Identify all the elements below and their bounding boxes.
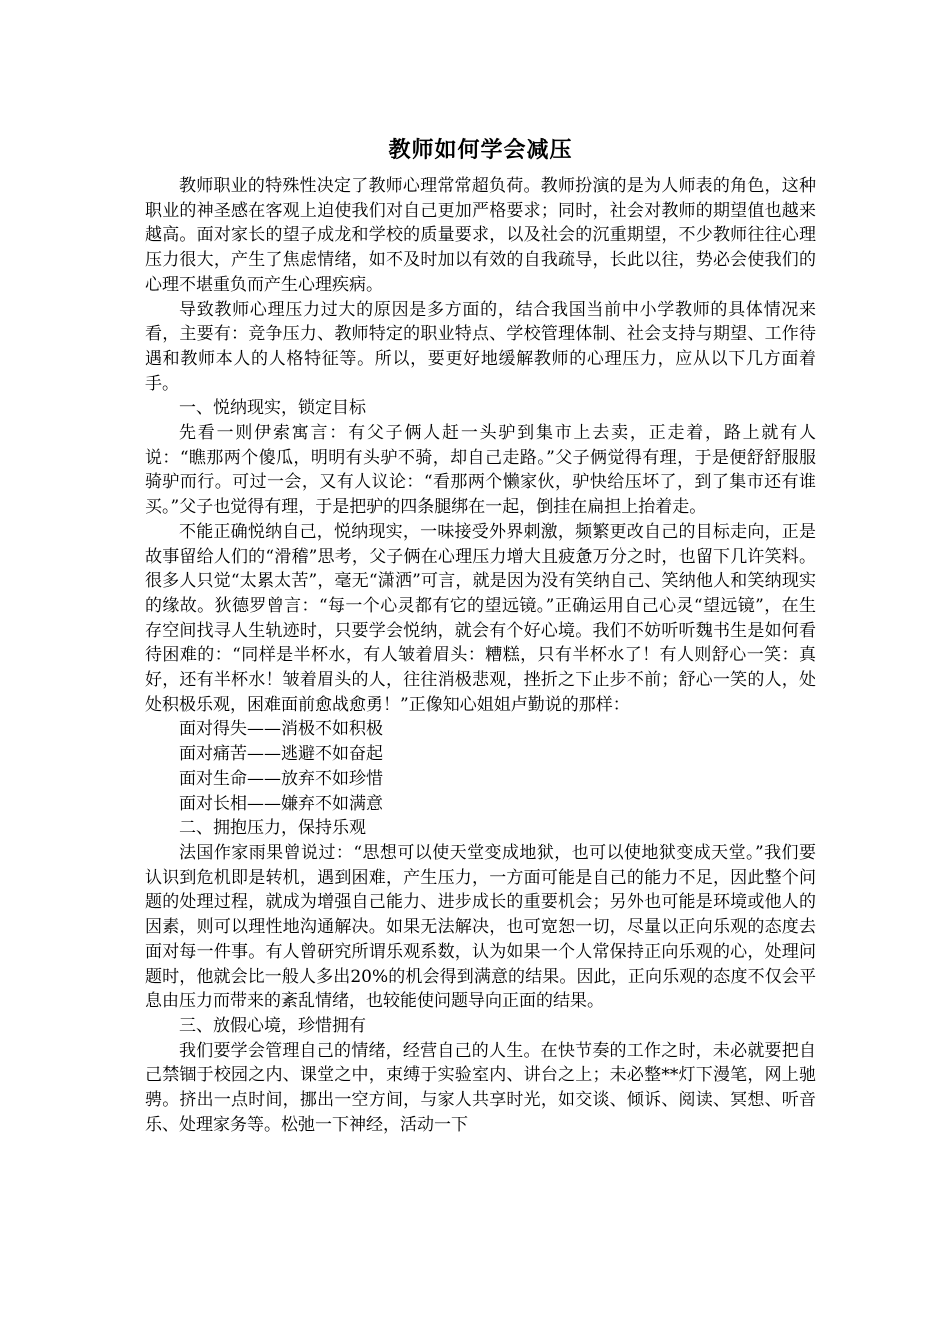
paragraph-intro: 教师职业的特殊性决定了教师心理常常超负荷。教师扮演的是为人师表的角色，这种职业的神圣感在客观上迫使我们对自己更加严格要求；同时，社会对教师的期望值也越来越高。面对家长的望子成龙和学校的质量要求，以及社会的沉重期望，不少教师往往心理压力很大，产生了焦虑情绪，如不及时加以有效的自我疏导，长此以往，势必会使我们的心理不堪重负而产生心理疾病。 [145, 176, 816, 295]
list-line-life: 面对生命——放弃不如珍惜 [179, 768, 383, 789]
document-page [145, 134, 816, 1137]
paragraph-relax: 我们要学会管理自己的情绪，经营自己的人生。在快节奏的工作之时，未必就要把自己禁锢于校园之内、课堂之中，束缚于实验室内、讲台之上；未必整**灯下漫笔，网上驰骋。挤出一点时间，挪出一空方间，与家人共享时光，如交谈、倾诉、阅读、冥想、听音乐、处理家务等。松弛一下神经，活动一下 [145, 1040, 816, 1135]
document-title: 教师如何学会减压 [388, 138, 573, 163]
list-line-appearance: 面对长相——嫌弃不如满意 [179, 793, 383, 814]
paragraph-optimism: 法国作家雨果曾说过：“思想可以使天堂变成地狱，也可以使地狱变成天堂。”我们要认识到危机即是转机，遇到困难，产生压力，一方面可能是自己的能力不足，因此整个问题的处理过程，就成为增强自己能力、进步成长的重要机会；另外也可能是环境或他人的因素，则可以理性地沟通解决。如果无法解决，也可宽恕一切，尽量以正向乐观的态度去面对每一件事。有人曾研究所谓乐观系数，认为如果一个人常保持正向乐观的心，处理问题时，他就会比一般人多出20%的机会得到满意的结果。因此，正向乐观的态度不仅会平息由压力而带来的紊乱情绪，也较能使问题导向正面的结果。 [145, 842, 816, 1012]
paragraph-causes: 导致教师心理压力过大的原因是多方面的，结合我国当前中小学教师的具体情况来看，主要有：竞争压力、教师特定的职业特点、学校管理体制、社会支持与期望、工作待遇和教师本人的人格特征等。所以，要更好地缓解教师的心理压力，应从以下几方面着手。 [145, 299, 816, 394]
list-line-gain-loss: 面对得失——消极不如积极 [179, 719, 383, 740]
section-heading-3: 三、放假心境，珍惜拥有 [179, 1015, 366, 1036]
section-heading-1: 一、悦纳现实，锁定目标 [179, 398, 366, 419]
list-line-pain: 面对痛苦——逃避不如奋起 [179, 744, 383, 765]
section-heading-2: 二、拥抱压力，保持乐观 [179, 818, 366, 839]
paragraph-acceptance: 不能正确悦纳自己，悦纳现实，一味接受外界刺激，频繁更改自己的目标走向，正是故事留给人们的“滑稽”思考，父子俩在心理压力增大且疲惫万分之时，也留下几许笑料。很多人只觉“太累太苦”，毫无“潇洒”可言，就是因为没有笑纳自己、笑纳他人和笑纳现实的缘故。狄德罗曾言：“每一个心灵都有它的望远镜。”正确运用自己心灵“望远镜”，在生存空间找寻人生轨迹时，只要学会悦纳，就会有个好心境。我们不妨听听魏书生是如何看待困难的：“同样是半杯水，有人皱着眉头：糟糕，只有半杯水了！有人则舒心一笑：真好，还有半杯水！皱着眉头的人，往往消极悲观，挫折之下止步不前；舒心一笑的人，处处积极乐观，困难面前愈战愈勇！”正像知心姐姐卢勤说的那样： [145, 521, 816, 715]
paragraph-fable: 先看一则伊索寓言：有父子俩人赶一头驴到集市上去卖，正走着，路上就有人说：“瞧那两个傻瓜，明明有头驴不骑，却自己走路。”父子俩觉得有理，于是便舒舒服服骑驴而行。可过一会，又有人议论：“看那两个懒家伙，驴快给压坏了，到了集市还有谁买。”父子也觉得有理，于是把驴的四条腿绑在一起，倒挂在扁担上抬着走。 [145, 423, 816, 518]
